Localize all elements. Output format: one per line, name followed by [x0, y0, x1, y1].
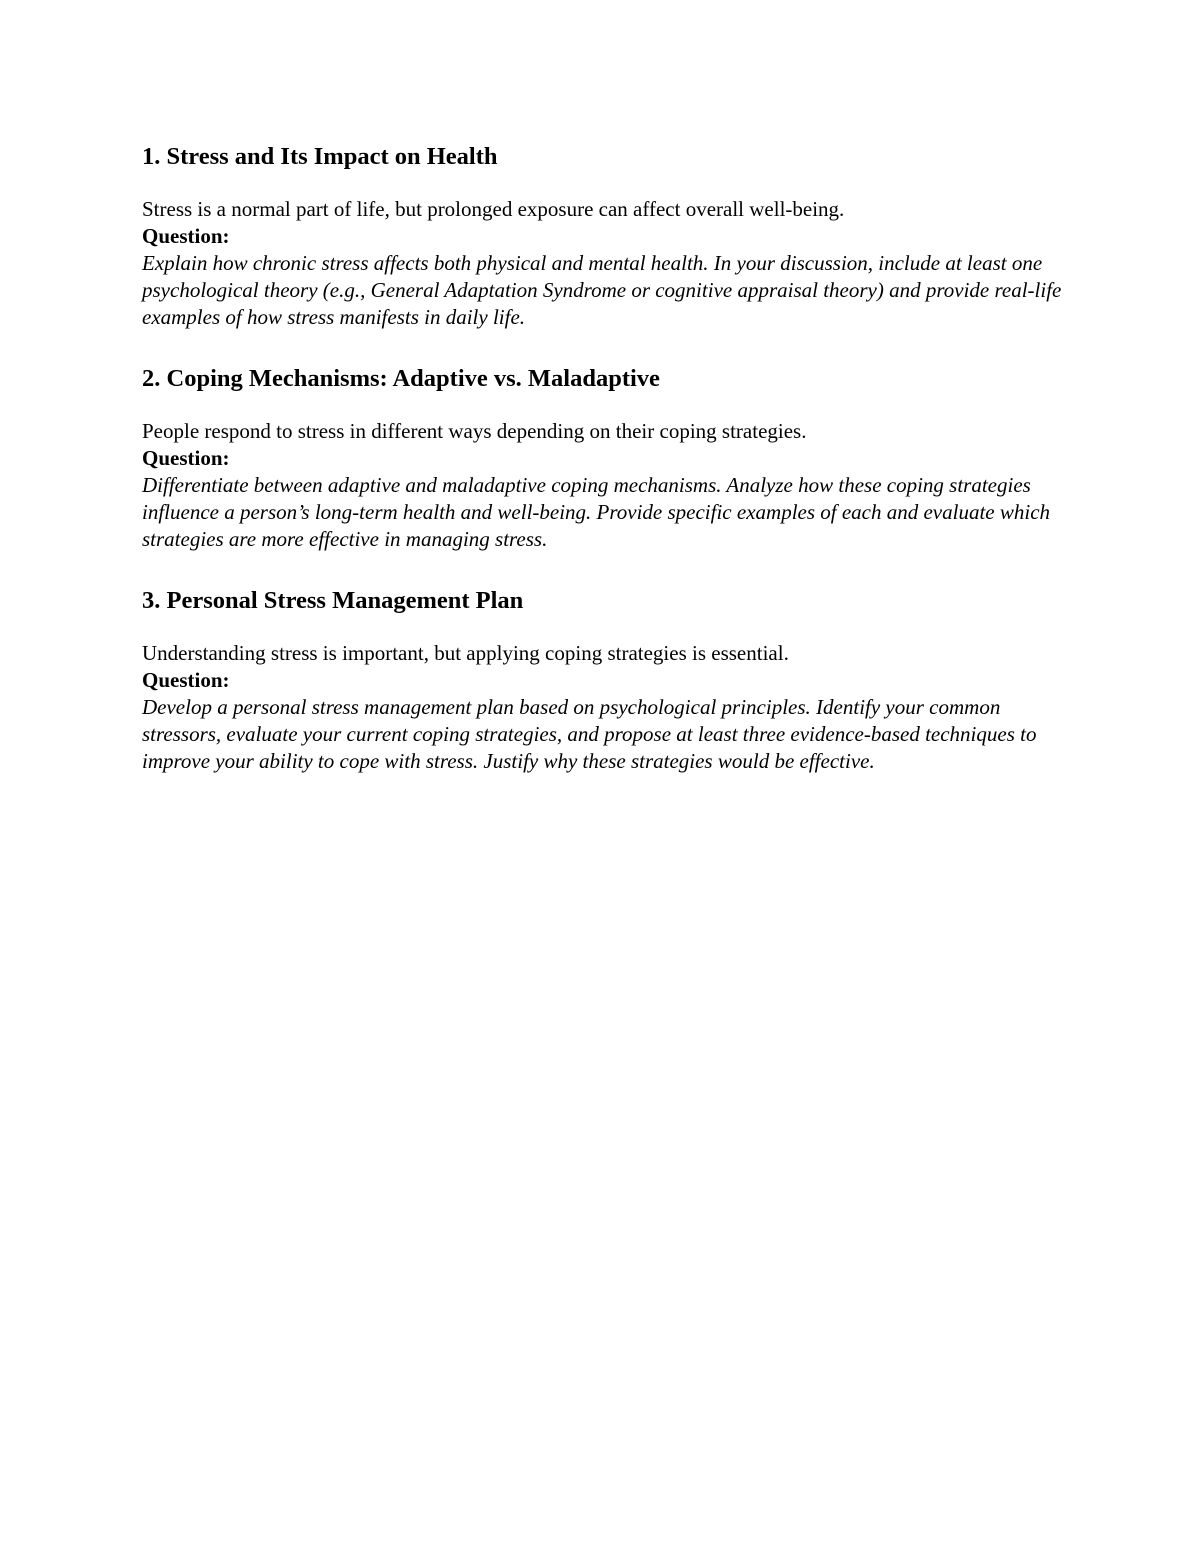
question-label: Question: — [142, 446, 230, 470]
section-coping-mechanisms — [142, 362, 1062, 553]
section-intro: Understanding stress is important, but applying coping strategies is essential. — [142, 641, 789, 665]
question-text: Explain how chronic stress affects both physical and mental health. In your discussion, include at least one psychological theory (e.g., General Adaptation Syndrome or cognitive appraisal theory) and provide real-life examples of how stress manifests in daily life. — [142, 251, 1062, 329]
question-label: Question: — [142, 668, 230, 692]
section-intro: Stress is a normal part of life, but prolonged exposure can affect overall well-being. — [142, 197, 845, 221]
document-body — [142, 140, 1062, 775]
section-intro: People respond to stress in different ways depending on their coping strategies. — [142, 419, 807, 443]
section-heading: 3. Personal Stress Management Plan — [142, 587, 524, 614]
section-heading: 1. Stress and Its Impact on Health — [142, 143, 498, 170]
section-heading: 2. Coping Mechanisms: Adaptive vs. Maladaptive — [142, 365, 660, 392]
question-label: Question: — [142, 224, 230, 248]
question-text: Develop a personal stress management plan based on psychological principles. Identify your common stressors, evaluate your current coping strategies, and propose at least three evidence-based techniques to improve your ability to cope with stress. Justify why these strategies would be effective. — [142, 695, 1037, 773]
section-stress-impact — [142, 140, 1062, 331]
question-text: Differentiate between adaptive and maladaptive coping mechanisms. Analyze how these coping strategies influence a person’s long-term health and well-being. Provide specific examples of each and evaluate which strategies are more effective in managing stress. — [142, 473, 1051, 551]
section-stress-management-plan — [142, 584, 1062, 775]
